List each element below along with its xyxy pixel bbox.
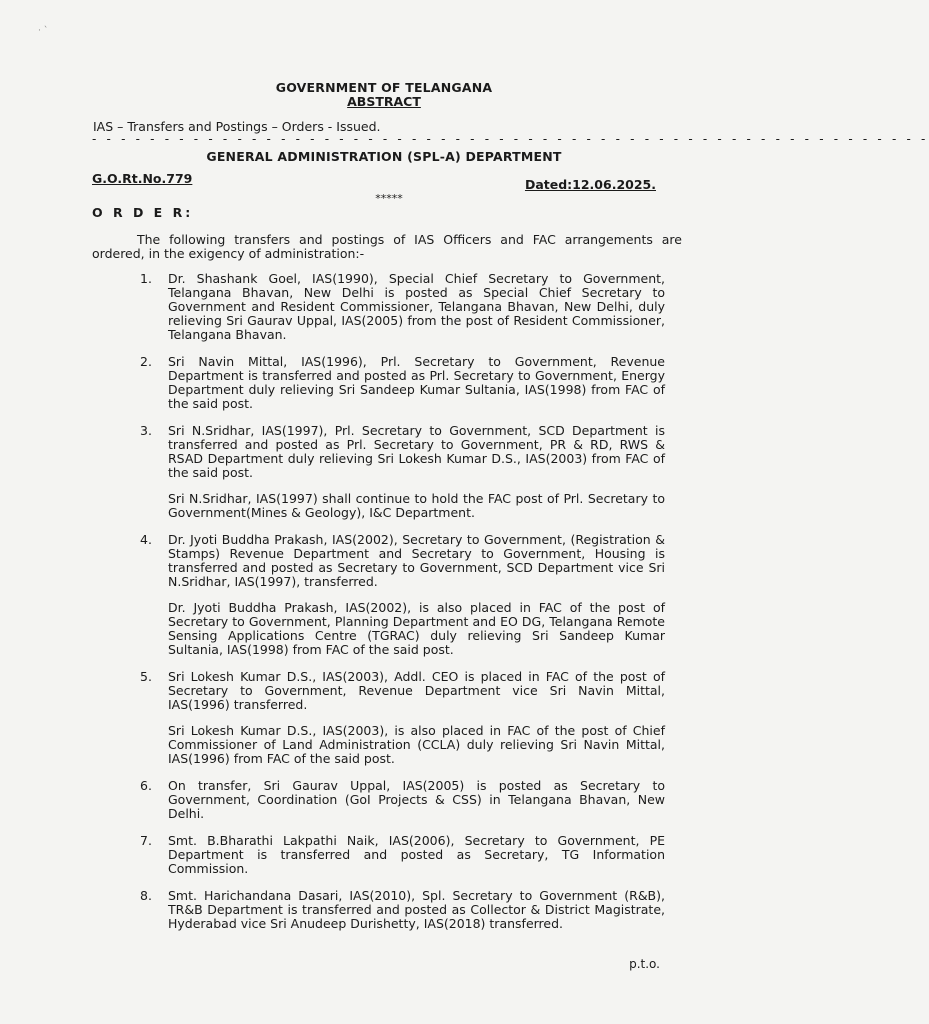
item-number: 2. <box>140 354 152 369</box>
order-item <box>140 424 665 520</box>
order-heading: O R D E R: <box>92 205 194 220</box>
abstract-heading <box>0 94 768 109</box>
item-body <box>168 834 665 876</box>
intro-text: The following transfers and postings of IAS Officers and FAC arrangements are ordered, in the exigency of administration:- <box>92 232 682 261</box>
item-paragraph: Smt. Harichandana Dasari, IAS(2010), Spl. Secretary to Government (R&B), TR&B Department is transferred and posted as Collector & District Magistrate, Hyderabad vice Sri Anudeep Durishetty, IAS(2018) transferred. <box>168 888 665 931</box>
item-number: 4. <box>140 532 152 547</box>
order-items-list <box>140 272 665 944</box>
item-number: 7. <box>140 833 152 848</box>
department-heading: GENERAL ADMINISTRATION (SPL-A) DEPARTMENT <box>206 149 562 164</box>
order-item <box>140 834 665 876</box>
item-paragraph: On transfer, Sri Gaurav Uppal, IAS(2005) is posted as Secretary to Government, Coordination (GoI Projects & CSS) in Telangana Bhavan, New Delhi. <box>168 778 665 821</box>
item-paragraph: Smt. B.Bharathi Lakpathi Naik, IAS(2006), Secretary to Government, PE Department is transferred and posted as Secretary, TG Information Commission. <box>168 833 665 876</box>
order-item <box>140 889 665 931</box>
government-title: GOVERNMENT OF TELANGANA <box>275 80 493 95</box>
item-number: 3. <box>140 423 152 438</box>
intro-paragraph <box>92 233 682 261</box>
item-paragraph: Sri Lokesh Kumar D.S., IAS(2003), is also placed in FAC of the post of Chief Commissioner of Land Administration (CCLA) duly relieving Sri Navin Mittal, IAS(1996) from FAC of the said post. <box>168 723 665 766</box>
order-item <box>140 670 665 766</box>
item-paragraph: Sri N.Sridhar, IAS(1997), Prl. Secretary to Government, SCD Department is transferred and posted as Prl. Secretary to Government, PR & RD, RWS & RSAD Department duly relieving Sri Lokesh Kumar D.S., IAS(2003) from FAC of the said post. <box>168 423 665 480</box>
item-body <box>168 779 665 821</box>
item-body <box>168 670 665 766</box>
order-item <box>140 355 665 411</box>
item-number: 5. <box>140 669 152 684</box>
order-item <box>140 533 665 657</box>
go-number: G.O.Rt.No.779 <box>92 171 193 186</box>
item-body <box>168 424 665 520</box>
item-number: 6. <box>140 778 152 793</box>
item-body <box>168 533 665 657</box>
stars-divider: ***** <box>375 192 403 205</box>
item-body <box>168 272 665 342</box>
abstract-label: ABSTRACT <box>347 94 421 109</box>
item-paragraph: Sri N.Sridhar, IAS(1997) shall continue to hold the FAC post of Prl. Secretary to Government(Mines & Geology), I&C Department. <box>168 491 665 520</box>
order-item <box>140 272 665 342</box>
item-paragraph: Dr. Jyoti Buddha Prakash, IAS(2002), Secretary to Government, (Registration & Stamps) Revenue Department and Secretary to Government, Housing is transferred and posted as Secretary to Government, SCD Department vice Sri N.Sridhar, IAS(1997), transferred. <box>168 532 665 589</box>
item-paragraph: Dr. Jyoti Buddha Prakash, IAS(2002), is also placed in FAC of the post of Secretary to Government, Planning Department and EO DG, Telangana Remote Sensing Applications Centre (TGRAC) duly relieving Sri Sandeep Kumar Sultania, IAS(1998) from FAC of the said post. <box>168 600 665 657</box>
order-item <box>140 779 665 821</box>
dashed-separator: - - - - - - - - - - - - - - - - - - - - - - - - - - - - - - - - - - - - - - - - - - - - - - - - - - - - - - - - - - <box>92 132 929 146</box>
item-paragraph: Sri Lokesh Kumar D.S., IAS(2003), Addl. CEO is placed in FAC of the post of Secretary to Government, Revenue Department vice Sri Navin Mittal, IAS(1996) transferred. <box>168 669 665 712</box>
item-body <box>168 889 665 931</box>
pto-note: p.t.o. <box>629 957 660 971</box>
stray-mark: · ` <box>38 26 49 36</box>
item-paragraph: Sri Navin Mittal, IAS(1996), Prl. Secretary to Government, Revenue Department is transferred and posted as Prl. Secretary to Government, Energy Department duly relieving Sri Sandeep Kumar Sultania, IAS(1998) from FAC of the said post. <box>168 354 665 411</box>
subject-line: IAS – Transfers and Postings – Orders - Issued. <box>93 119 381 134</box>
item-paragraph: Dr. Shashank Goel, IAS(1990), Special Chief Secretary to Government, Telangana Bhavan, New Delhi is posted as Special Chief Secretary to Government and Resident Commissioner, Telangana Bhavan, New Delhi, duly relieving Sri Gaurav Uppal, IAS(2005) from the post of Resident Commissioner, Telangana Bhavan. <box>168 271 665 342</box>
item-body <box>168 355 665 411</box>
item-number: 8. <box>140 888 152 903</box>
item-number: 1. <box>140 271 152 286</box>
go-date: Dated:12.06.2025. <box>524 177 656 192</box>
